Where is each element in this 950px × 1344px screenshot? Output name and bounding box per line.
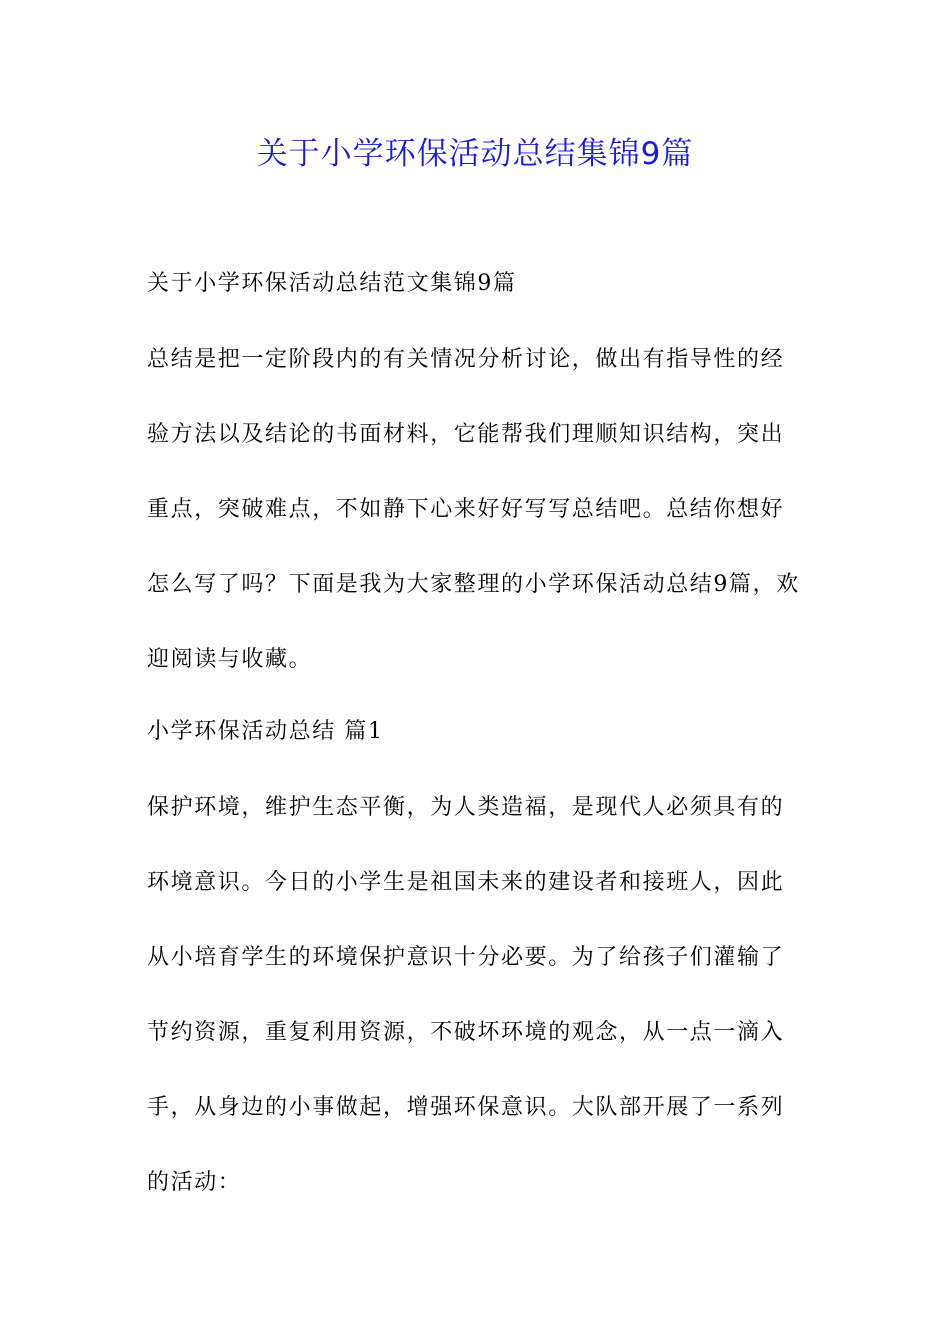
document-title: 关于小学环保活动总结集锦9篇 (256, 136, 694, 172)
section-heading: 小学环保活动总结 篇1 (147, 719, 384, 744)
document-subtitle: 关于小学环保活动总结范文集锦9篇 (147, 271, 517, 296)
section-paragraph: 保护环境，维护生态平衡，为人类造福，是现代人必须具有的环境意识。今日的小学生是祖国未来的建设者和接班人，因此从小培育学生的环境保护意识十分必要。为了给孩子们灌输了节约资源，重复利用资源，不破坏环境的观念，从一点一滴入手，从身边的小事做起，增强环保意识。大队部开展了一系列的活动： (147, 795, 785, 1195)
intro-paragraph: 总结是把一定阶段内的有关情况分析讨论，做出有指导性的经验方法以及结论的书面材料，它能帮我们理顺知识结构，突出重点，突破难点，不如静下心来好好写写总结吧。总结你想好怎么写了吗？下面是我为大家整理的小学环保活动总结9篇，欢迎阅读与收藏。 (147, 347, 800, 672)
